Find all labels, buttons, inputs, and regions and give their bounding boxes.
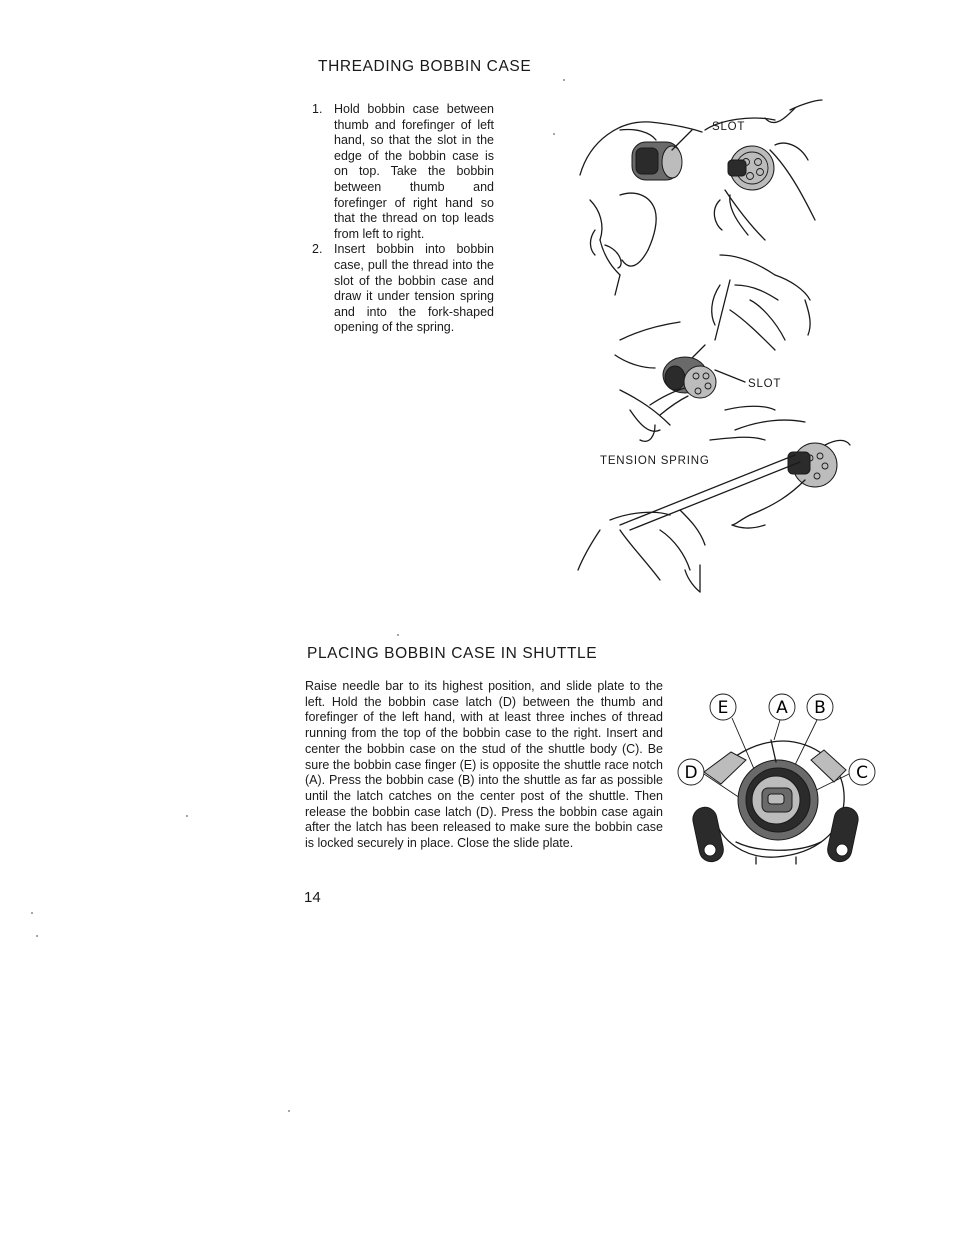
callout-letter-a: A bbox=[776, 698, 788, 718]
label-slot-middle: SLOT bbox=[748, 378, 782, 390]
step-number: 2. bbox=[312, 242, 323, 257]
callout-c bbox=[849, 759, 875, 785]
scan-speck bbox=[31, 912, 33, 914]
section-title-placing: PLACING BOBBIN CASE IN SHUTTLE bbox=[307, 645, 598, 662]
tension-spring-drawing bbox=[578, 406, 850, 592]
scan-speck bbox=[563, 79, 565, 81]
label-slot-top: SLOT bbox=[712, 121, 746, 133]
callout-letter-b: B bbox=[814, 698, 826, 718]
callout-letter-e: E bbox=[717, 698, 729, 718]
shuttle-body-drawing bbox=[691, 740, 861, 864]
scan-speck bbox=[288, 1110, 290, 1112]
threading-illustration bbox=[560, 100, 860, 600]
callout-letter-c: C bbox=[856, 763, 868, 783]
scan-speck bbox=[36, 935, 38, 937]
step-item bbox=[312, 242, 494, 336]
callout-a bbox=[769, 694, 795, 720]
shuttle-illustration bbox=[676, 692, 876, 872]
callout-d bbox=[678, 759, 704, 785]
step-text: Insert bobbin into bobbin case, pull the thread into the slot of the bobbin case and draw it under tension spring and into the fork-shaped opening of the spring. bbox=[334, 242, 494, 335]
step-text: Hold bobbin case between thumb and forefinger of left hand, so that the slot in the edge of the bobbin case is on top. Take the bobbin between thumb and forefinger of right hand so that the thread on top leads from left to right. bbox=[334, 102, 494, 241]
section-title-threading: THREADING BOBBIN CASE bbox=[318, 58, 532, 75]
step-number: 1. bbox=[312, 102, 323, 116]
scan-speck bbox=[186, 815, 188, 817]
hands-holding-case-and-bobbin-drawing bbox=[580, 100, 822, 295]
callout-e bbox=[710, 694, 736, 720]
scan-speck bbox=[397, 634, 399, 636]
callout-b bbox=[807, 694, 833, 720]
label-tension-spring: TENSION SPRING bbox=[600, 455, 710, 467]
page-number: 14 bbox=[304, 889, 321, 906]
callout-letter-d: D bbox=[684, 763, 698, 783]
bobbin-insertion-drawing bbox=[615, 255, 810, 441]
placing-instructions: Raise needle bar to its highest position, and slide plate to the left. Hold the bobbin case latch (D) between the thumb and forefinger of the left hand, with at least three inches of thread running from the top of the bobbin case to the right. Insert and center the bobbin case on the stud of the shuttle body (C). Be sure the bobbin case finger (E) is opposite the shuttle race notch (A). Press the bobbin case (B) into the shuttle as far as possible until the latch catches on the center post of the shuttle. Then release the bobbin case latch (D). Press the bobbin case again after the latch has been released to make sure the bobbin case is locked securely in place. Close the slide plate. bbox=[305, 679, 663, 851]
threading-steps bbox=[312, 102, 494, 336]
step-item bbox=[312, 102, 494, 242]
scan-speck bbox=[553, 133, 555, 135]
